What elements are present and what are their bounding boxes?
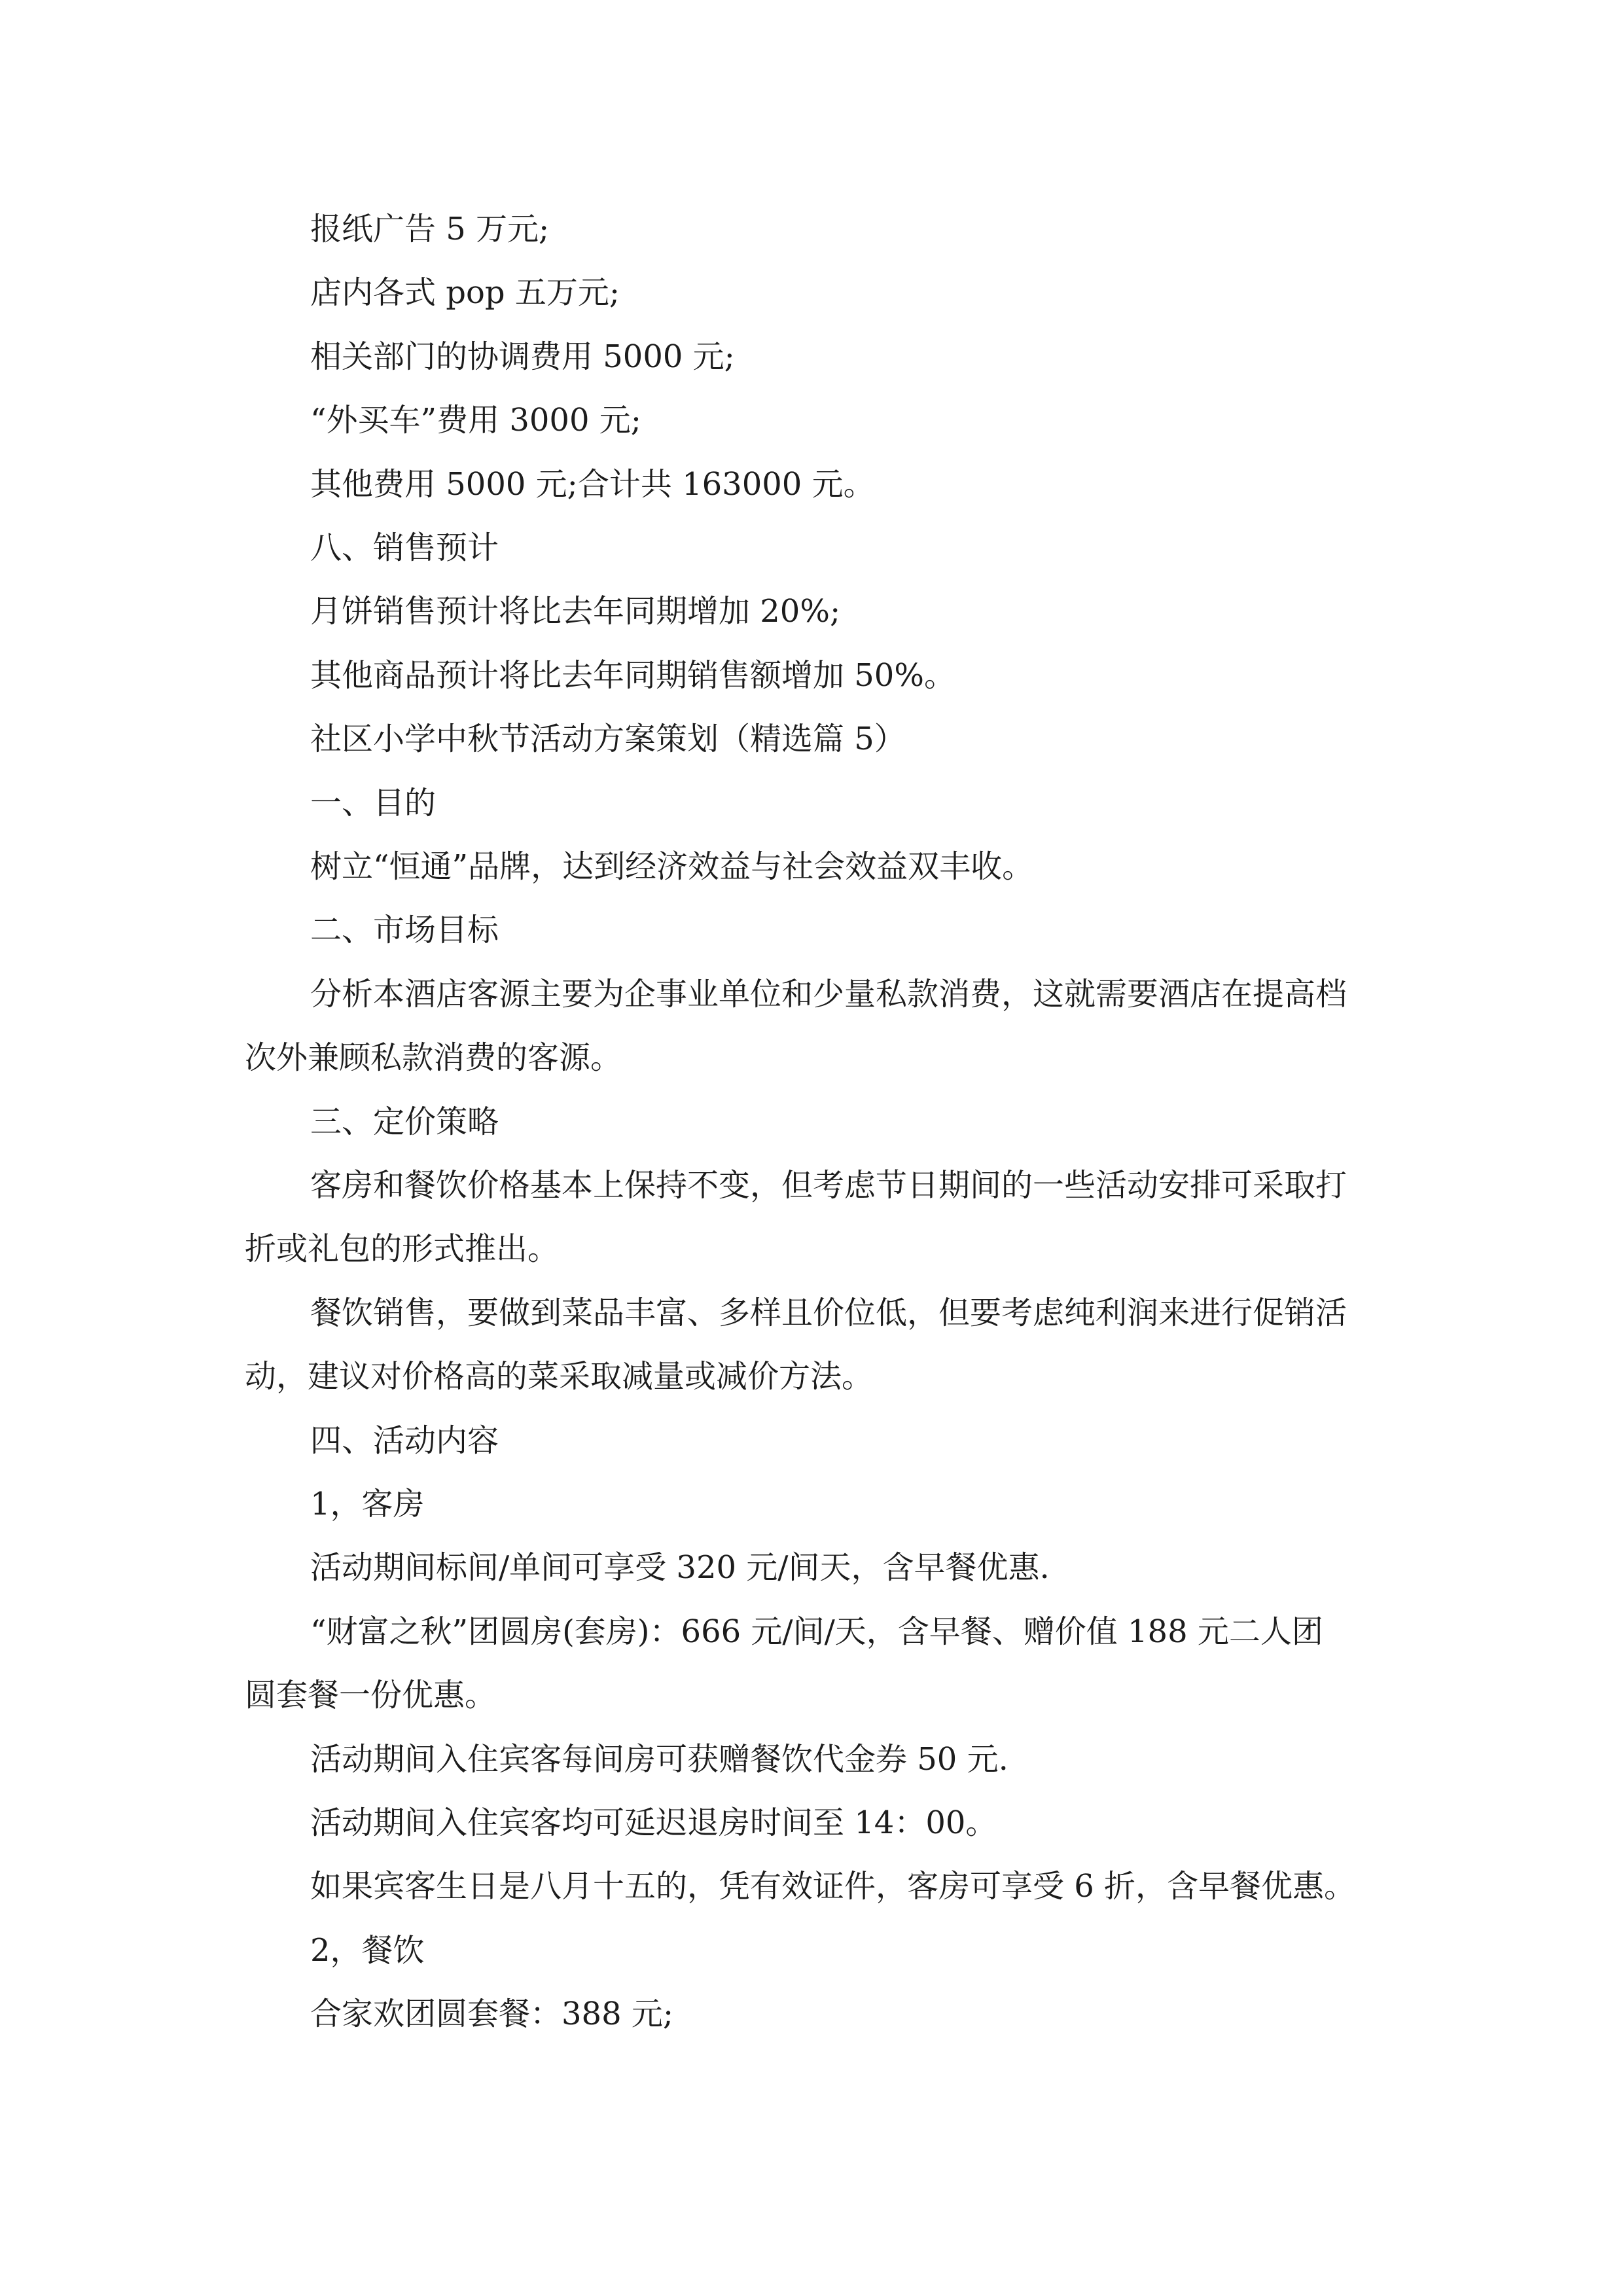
- text-line: 店内各式 pop 五万元;: [310, 274, 620, 311]
- text-line: 次外兼顾私款消费的客源。: [245, 1039, 622, 1076]
- text-line: 客房和餐饮价格基本上保持不变，但考虑节日期间的一些活动安排可采取打: [310, 1167, 1347, 1204]
- section-heading: 八、销售预计: [310, 529, 499, 566]
- text-line: 餐饮销售，要做到菜品丰富、多样且价位低，但要考虑纯利润来进行促销活: [310, 1295, 1347, 1331]
- article-title: 社区小学中秋节活动方案策划（精选篇 5）: [310, 721, 906, 757]
- text-line: 如果宾客生日是八月十五的，凭有效证件，客房可享受 6 折，含早餐优惠。: [310, 1868, 1356, 1905]
- text-line: “财富之秋”团圆房(套房)：666 元/间/天，含早餐、赠价值 188 元二人团: [310, 1613, 1323, 1650]
- text-line: 合家欢团圆套餐：388 元;: [310, 1996, 674, 2032]
- text-line: 活动期间入住宾客每间房可获赠餐饮代金券 50 元.: [310, 1741, 1008, 1778]
- text-line: 相关部门的协调费用 5000 元;: [310, 338, 735, 375]
- subsection-heading: 2，餐饮: [310, 1932, 425, 1969]
- subsection-heading: 1，客房: [310, 1486, 425, 1522]
- text-line: 其他商品预计将比去年同期销售额增加 50%。: [310, 657, 955, 694]
- section-heading: 二、市场目标: [310, 912, 499, 948]
- text-line: 圆套餐一份优惠。: [245, 1677, 497, 1713]
- text-line: 报纸广告 5 万元;: [310, 211, 550, 247]
- text-line: 其他费用 5000 元;合计共 163000 元。: [310, 466, 875, 503]
- section-heading: 一、目的: [310, 785, 437, 821]
- section-heading: 四、活动内容: [310, 1422, 499, 1459]
- text-line: 分析本酒店客源主要为企事业单位和少量私款消费，这就需要酒店在提高档: [310, 976, 1347, 1013]
- text-line: 月饼销售预计将比去年同期增加 20%;: [310, 593, 841, 630]
- text-line: “外买车”费用 3000 元;: [310, 402, 641, 439]
- text-line: 活动期间入住宾客均可延迟退房时间至 14：00。: [310, 1804, 997, 1841]
- text-line: 活动期间标间/单间可享受 320 元/间天，含早餐优惠.: [310, 1549, 1050, 1586]
- text-line: 树立“恒通”品牌，达到经济效益与社会效益双丰收。: [310, 848, 1034, 885]
- section-heading: 三、定价策略: [310, 1103, 499, 1140]
- text-line: 动，建议对价格高的菜采取减量或减价方法。: [245, 1358, 874, 1395]
- text-line: 折或礼包的形式推出。: [245, 1230, 560, 1267]
